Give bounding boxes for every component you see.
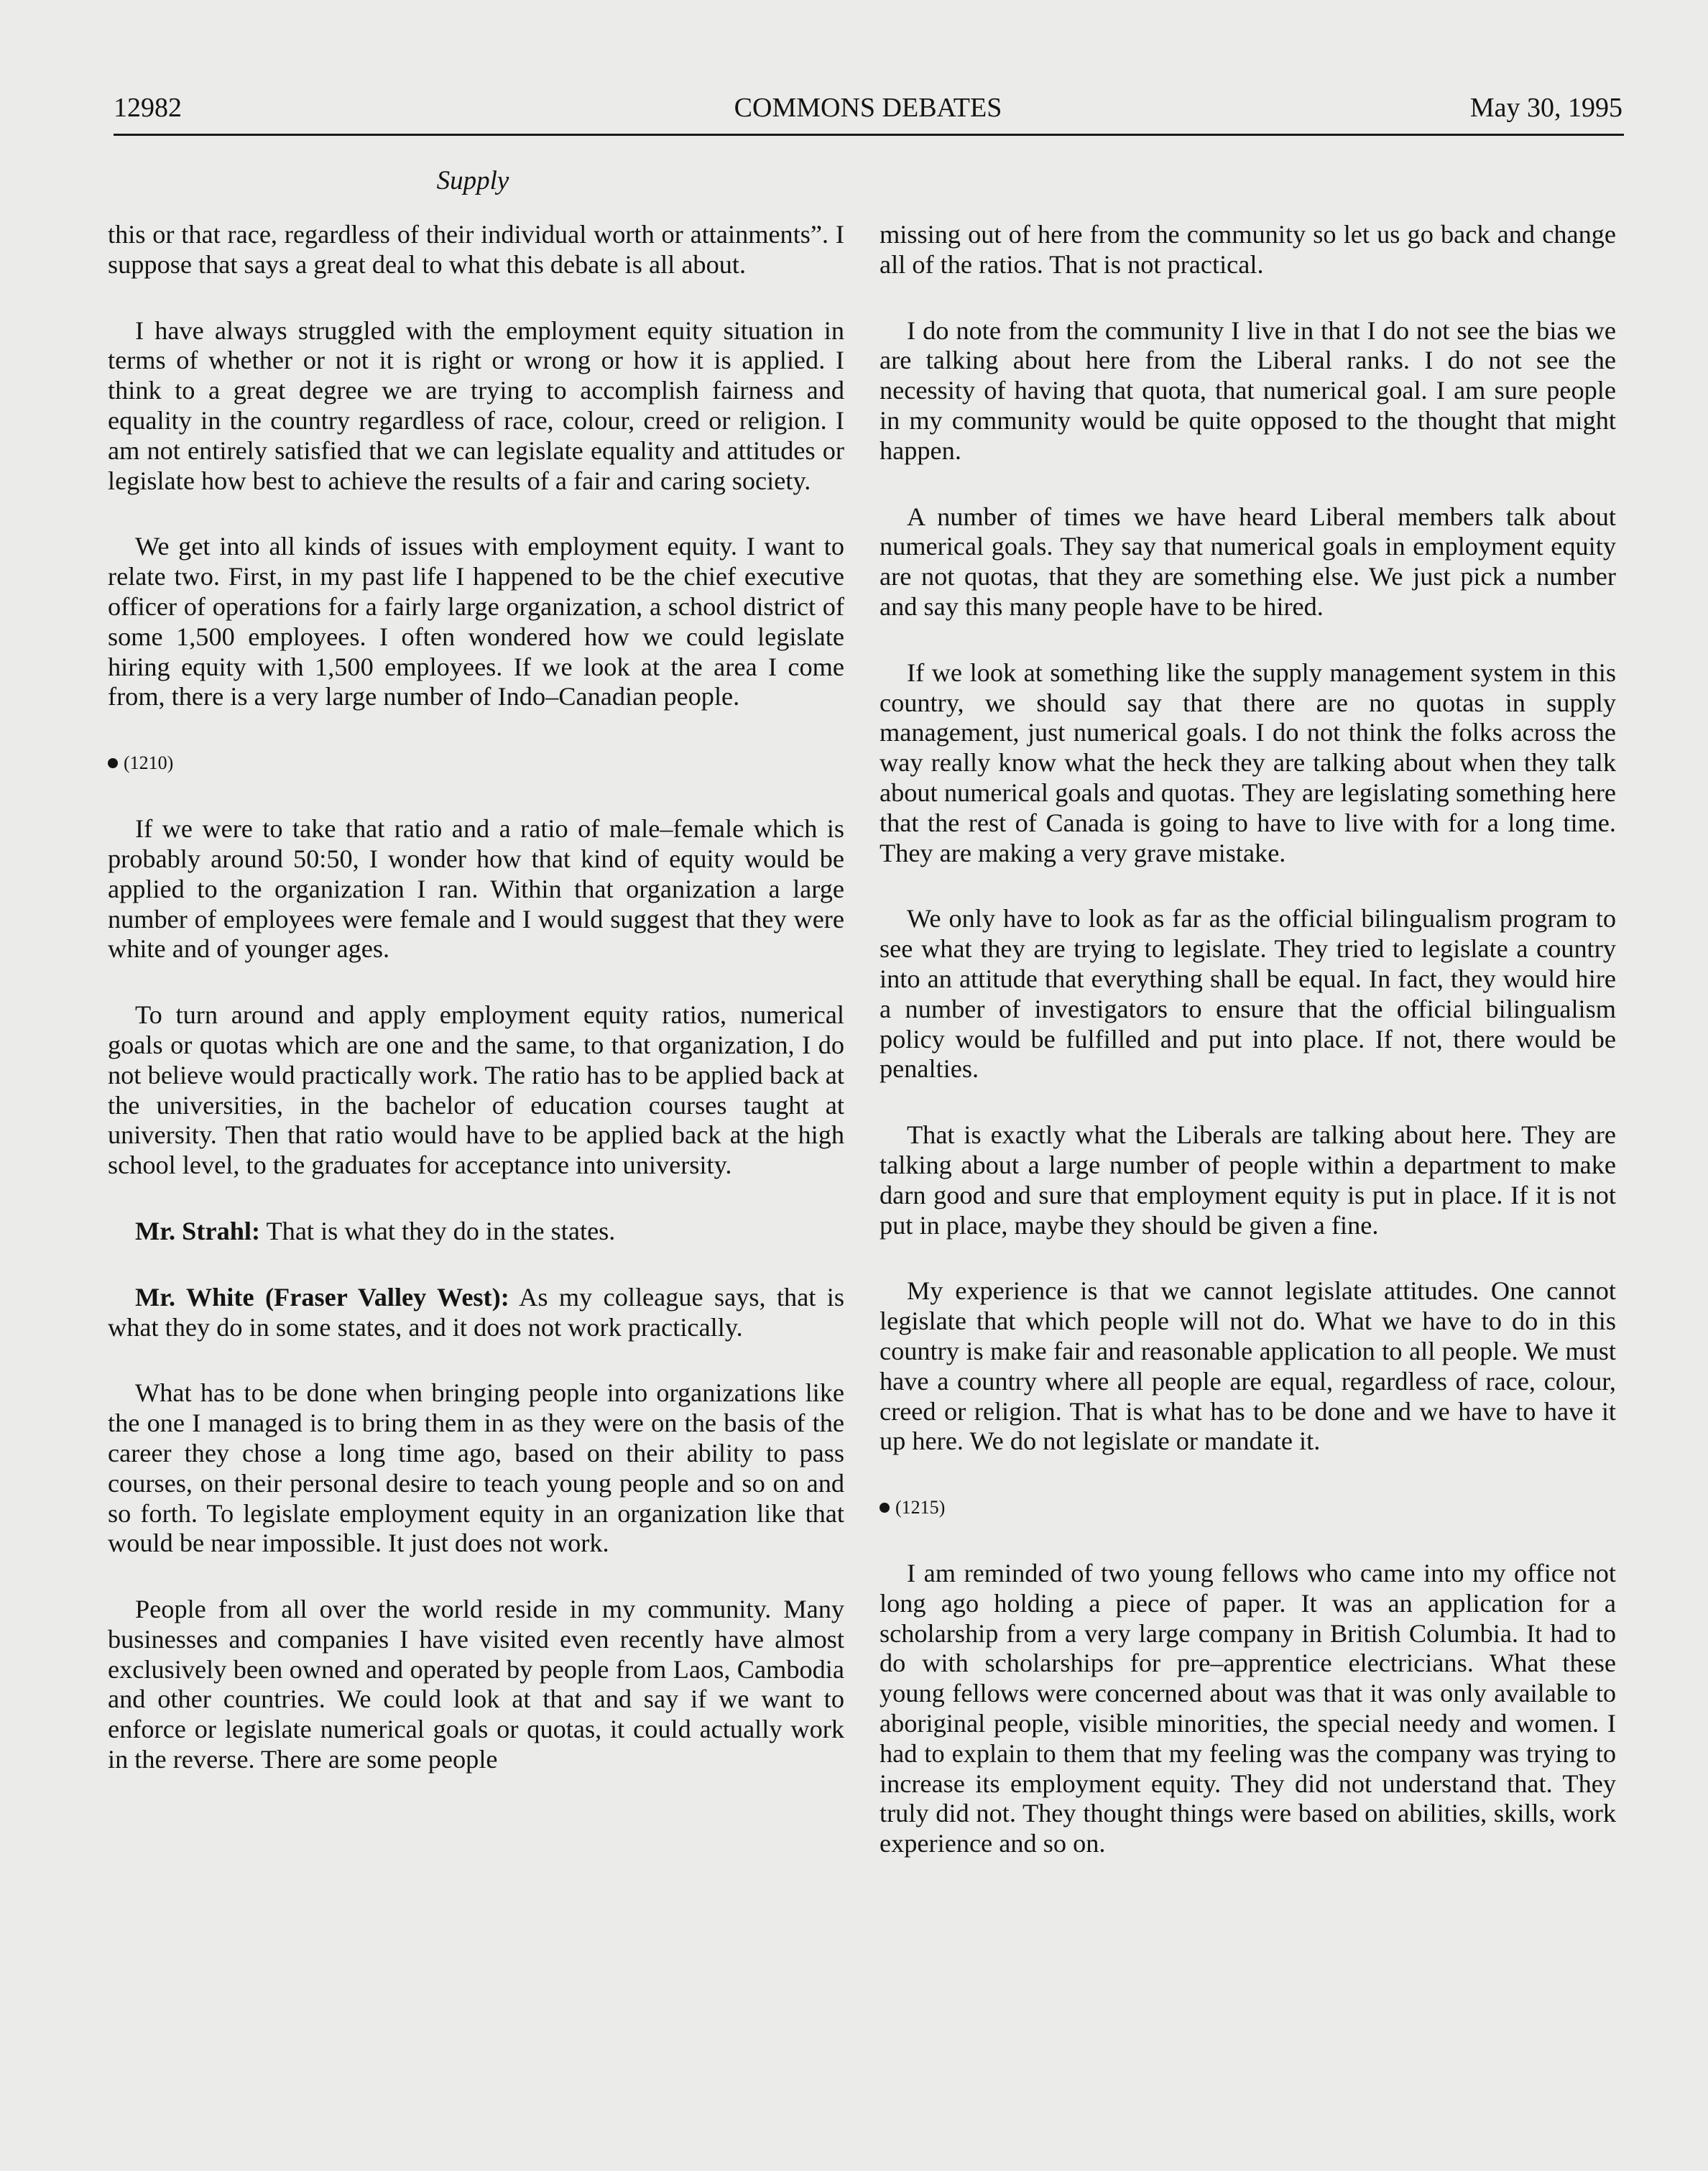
running-header (114, 92, 1622, 132)
time-marker-label: (1210) (124, 752, 174, 774)
paragraph: To turn around and apply employment equity ratios, numerical goals or quotas which are one and the same, to that organization, I do not believe would practically work. The ratio has to be applied back at the universities, in the bachelor of education courses taught at university. Then that ratio would have to be applied back at the high school level, to the graduates for acceptance into university. (108, 1000, 844, 1180)
speaker-name: Mr. White (Fraser Valley West): (135, 1282, 509, 1312)
paragraph: this or that race, regardless of their individual worth or attainments”. I suppose that says a great deal to what this debate is all about. (108, 220, 844, 279)
bullet-icon (108, 758, 118, 768)
paragraph: That is exactly what the Liberals are talking about here. They are talking about a large number of people within a department to make darn good and sure that employment equity is put in place. If it is not put in place, maybe they should be given a fine. (880, 1120, 1616, 1240)
paragraph: We get into all kinds of issues with employment equity. I want to relate two. First, in my past life I happened to be the chief executive officer of operations for a fairly large organization, a school district of some 1,500 employees. I often wondered how we could legislate hiring equity with 1,500 employees. If we look at the area I come from, there is a very large number of Indo–Canadian people. (108, 532, 844, 711)
header-rule (114, 134, 1624, 136)
bullet-icon (880, 1503, 890, 1513)
speech-text: As my colleague says, that is what they do in some states, and it does not work practically. (108, 1282, 844, 1342)
paragraph: What has to be done when bringing people into organizations like the one I managed is to bring them in as they were on the basis of the career they chose a long time ago, based on their ability to pass courses, on their personal desire to teach young people and so on and so forth. To legislate employment equity in an organization like that would be near impossible. It just does not work. (108, 1378, 844, 1558)
publication-date: May 30, 1995 (1469, 93, 1622, 123)
paragraph: If we were to take that ratio and a ratio of male–female which is probably around 50:50, I wonder how that kind of equity would be applied to the organization I ran. Within that organization a large number of employees were female and I would suggest that they were white and of younger ages. (108, 814, 844, 964)
paragraph: A number of times we have heard Liberal members talk about numerical goals. They say that numerical goals in employment equity are not quotas, that they are something else. We just pick a number and say this many people have to be hired. (880, 502, 1616, 621)
speech-paragraph (108, 1283, 844, 1343)
speech-text: That is what they do in the states. (260, 1216, 616, 1245)
paragraph: I do note from the community I live in that I do not see the bias we are talking about here from the Liberal ranks. I do not see the necessity of having that quota, that numerical goal. I am sure people in my community would be quite opposed to the thought that might happen. (880, 315, 1616, 465)
speaker-name: Mr. Strahl: (135, 1216, 261, 1245)
paragraph: My experience is that we cannot legislate attitudes. One cannot legislate that which people will not do. What we have to do in this country is make fair and reasonable application to all people. We must have a country where all people are equal, regardless of race, colour, creed or religion. That is what has to be done and we have to have it up here. We do not legislate or mandate it. (880, 1276, 1616, 1456)
paragraph: I am reminded of two young fellows who came into my office not long ago holding a piece of paper. It was an application for a scholarship from a very large company in British Columbia. It had to do with scholarships for pre–apprentice electricians. What these young fellows were concerned about was that it was only available to aboriginal people, visible minorities, the special needy and women. I had to explain to them that my feeling was the company was trying to increase its employment equity. They did not understand that. They truly did not. They thought things were based on abilities, skills, work experience and so on. (880, 1559, 1616, 1858)
paragraph: missing out of here from the community so let us go back and change all of the ratios. That is not practical. (880, 220, 1616, 279)
speech-paragraph (108, 1217, 844, 1247)
time-marker-label: (1215) (895, 1497, 946, 1518)
paragraph: If we look at something like the supply management system in this country, we should say that there are no quotas in supply management, just numerical goals. I do not think the folks across the way really know what the heck they are talking about when they talk about numerical goals and quotas. They are legislating something here that the rest of Canada is going to have to live with for a long time. They are making a very grave mistake. (880, 658, 1616, 867)
time-marker (880, 1493, 1616, 1523)
section-title: Supply (436, 166, 509, 195)
page-number: 12982 (114, 93, 182, 123)
publication-title: COMMONS DEBATES (734, 93, 1002, 123)
left-column (108, 220, 844, 1811)
paragraph: People from all over the world reside in my community. Many businesses and companies I have visited even recently have almost exclusively been owned and operated by people from Laos, Cambodia and other countries. We could look at that and say if we want to enforce or legislate numerical goals or quotas, it could actually work in the reverse. There are some people (108, 1595, 844, 1774)
paragraph: We only have to look as far as the official bilingualism program to see what they are trying to legislate. They tried to legislate a country into an attitude that everything shall be equal. In fact, they would hire a number of investigators to ensure that the official bilingualism policy would be fulfilled and put into place. If not, there would be penalties. (880, 904, 1616, 1084)
paragraph: I have always struggled with the employment equity situation in terms of whether or not it is right or wrong or how it is applied. I think to a great degree we are trying to accomplish fairness and equality in the country regardless of race, colour, creed or religion. I am not entirely satisfied that we can legislate equality and attitudes or legislate how best to achieve the results of a fair and caring society. (108, 315, 844, 495)
time-marker (108, 748, 844, 778)
right-column (880, 220, 1616, 1895)
